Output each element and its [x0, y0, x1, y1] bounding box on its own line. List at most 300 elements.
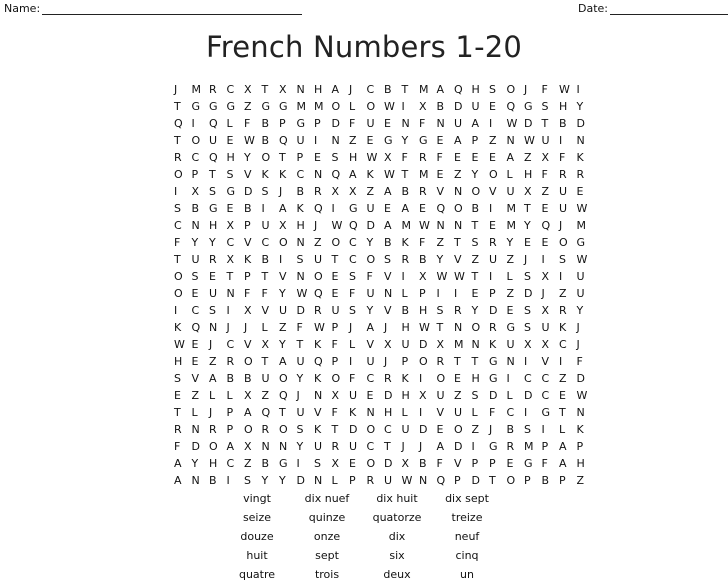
grid-letter: Z [244, 100, 252, 113]
grid-letter: G [576, 236, 586, 249]
name-field [4, 2, 302, 15]
grid-letter: G [489, 372, 498, 385]
grid-letter: A [279, 202, 287, 215]
grid-letter: Z [349, 134, 357, 147]
grid-letter: N [506, 355, 515, 368]
name-label: Name: [4, 2, 41, 15]
grid-letter: V [436, 406, 445, 419]
grid-letter: N [191, 219, 200, 232]
grid-letter: Y [244, 151, 251, 164]
grid-letter: D [524, 389, 533, 402]
grid-letter: P [296, 151, 304, 164]
grid-letter: U [366, 117, 375, 130]
grid-letter: I [454, 287, 458, 300]
grid-letter: F [419, 236, 426, 249]
grid-letter: S [244, 474, 251, 487]
grid-letter: E [436, 168, 444, 181]
grid-letter: X [524, 338, 532, 351]
grid-letter: R [314, 304, 322, 317]
grid-letter: F [576, 355, 583, 368]
grid-letter: Y [471, 304, 479, 317]
grid-letter: S [209, 304, 216, 317]
grid-letter: T [226, 270, 234, 283]
grid-letter: C [506, 406, 515, 419]
grid-letter: A [174, 457, 182, 470]
word-bank-item: seize [242, 511, 272, 524]
grid-letter: A [331, 83, 340, 96]
grid-letter: H [471, 83, 480, 96]
grid-letter: S [349, 270, 356, 283]
grid-letter: M [506, 202, 516, 215]
grid-letter: U [541, 134, 550, 147]
grid-letter: T [471, 270, 479, 283]
page-title: French Numbers 1-20 [205, 30, 523, 64]
grid-letter: B [261, 253, 270, 266]
grid-letter: E [541, 202, 549, 215]
grid-letter: M [314, 100, 324, 113]
grid-letter: R [209, 423, 217, 436]
grid-letter: O [471, 185, 481, 198]
grid-letter: Z [506, 253, 515, 266]
grid-letter: G [524, 100, 533, 113]
grid-letter: H [384, 406, 393, 419]
grid-letter: X [244, 440, 252, 453]
grid-letter: W [174, 338, 185, 351]
grid-letter: Q [191, 321, 201, 334]
grid-letter: H [559, 100, 568, 113]
grid-letter: C [384, 423, 392, 436]
grid-letter: D [419, 423, 428, 436]
grid-letter: F [261, 287, 268, 300]
grid-letter: X [279, 83, 287, 96]
grid-letter: S [174, 202, 181, 215]
word-bank-item: cinq [455, 549, 479, 562]
grid-letter: R [489, 236, 497, 249]
grid-letter: A [436, 440, 445, 453]
grid-letter: Y [436, 253, 444, 266]
grid-letter: Z [244, 457, 252, 470]
grid-letter: B [419, 457, 427, 470]
grid-letter: C [366, 83, 375, 96]
grid-letter: Z [314, 236, 322, 249]
grid-letter: F [349, 287, 356, 300]
grid-letter: N [576, 134, 585, 147]
word-bank-item: dix huit [376, 492, 418, 505]
grid-letter: Y [261, 474, 269, 487]
grid-letter: J [541, 287, 545, 300]
grid-letter: J [524, 83, 528, 96]
grid-letter: S [296, 253, 304, 266]
grid-letter: H [471, 372, 480, 385]
grid-letter: U [489, 253, 498, 266]
grid-letter: N [296, 83, 305, 96]
grid-letter: I [559, 355, 563, 368]
grid-letter: U [576, 270, 585, 283]
grid-letter: H [576, 457, 585, 470]
grid-letter: U [366, 355, 375, 368]
grid-letter: D [384, 457, 393, 470]
grid-letter: D [296, 474, 305, 487]
grid-letter: K [279, 168, 287, 181]
grid-letter: F [419, 117, 426, 130]
grid-letter: Q [349, 219, 358, 232]
grid-letter: I [191, 117, 195, 130]
grid-letter: E [471, 287, 479, 300]
grid-letter: G [226, 185, 236, 198]
grid-letter: K [349, 406, 357, 419]
grid-letter: M [524, 440, 534, 453]
grid-letter: R [209, 253, 217, 266]
grid-letter: D [191, 440, 200, 453]
grid-letter: A [454, 134, 462, 147]
grid-letter: E [191, 338, 199, 351]
grid-letter: N [226, 287, 235, 300]
grid-letter: Z [524, 151, 532, 164]
grid-letter: C [226, 236, 235, 249]
grid-letter: P [331, 355, 339, 368]
grid-letter: Z [454, 168, 462, 181]
grid-letter: X [524, 185, 532, 198]
grid-letter: E [226, 134, 234, 147]
grid-letter: K [489, 338, 497, 351]
grid-letter: N [279, 440, 288, 453]
grid-letter: N [314, 389, 323, 402]
grid-letter: S [524, 304, 531, 317]
grid-letter: H [209, 219, 218, 232]
grid-letter: P [226, 406, 234, 419]
grid-letter: N [506, 134, 515, 147]
grid-letter: W [576, 389, 588, 402]
grid-letter: X [331, 389, 340, 402]
grid-letter: F [401, 151, 408, 164]
grid-letter: E [349, 457, 356, 470]
grid-letter: E [314, 151, 321, 164]
grid-letter: F [366, 270, 373, 283]
grid-letter: T [489, 474, 496, 487]
grid-letter: K [401, 236, 409, 249]
grid-letter: T [261, 83, 269, 96]
grid-letter: Z [506, 287, 515, 300]
grid-letter: W [296, 287, 308, 300]
grid-row [174, 438, 594, 455]
grid-letter: Q [314, 355, 323, 368]
grid-letter: E [489, 219, 496, 232]
grid-letter: R [366, 474, 375, 487]
grid-letter: D [489, 304, 498, 317]
grid-row [174, 472, 594, 489]
grid-letter: X [226, 219, 235, 232]
grid-letter: O [471, 321, 481, 334]
grid-letter: O [244, 355, 253, 368]
grid-letter: U [401, 423, 410, 436]
grid-letter: S [489, 83, 496, 96]
grid-letter: F [331, 406, 338, 419]
grid-row [174, 98, 594, 115]
grid-letter: C [191, 151, 200, 164]
grid-letter: Z [436, 236, 445, 249]
grid-letter: O [209, 440, 218, 453]
grid-row [174, 217, 594, 234]
grid-letter: T [454, 355, 461, 368]
grid-letter: A [209, 372, 217, 385]
grid-letter: R [226, 355, 235, 368]
grid-letter: F [174, 236, 181, 249]
grid-letter: E [489, 100, 496, 113]
grid-letter: X [191, 185, 200, 198]
grid-letter: C [261, 236, 270, 249]
grid-letter: K [401, 372, 409, 385]
grid-letter: P [576, 440, 584, 453]
grid-letter: K [174, 321, 182, 334]
grid-letter: Q [279, 389, 288, 402]
grid-row [174, 319, 594, 336]
grid-letter: W [419, 321, 430, 334]
grid-letter: C [191, 304, 200, 317]
grid-letter: S [314, 457, 321, 470]
grid-letter: W [576, 253, 588, 266]
grid-letter: X [384, 338, 392, 351]
grid-letter: X [384, 151, 392, 164]
grid-letter: O [419, 355, 428, 368]
grid-letter: U [454, 406, 463, 419]
grid-letter: E [209, 270, 216, 283]
grid-letter: R [174, 423, 182, 436]
grid-letter: A [384, 185, 392, 198]
grid-row [174, 149, 594, 166]
word-bank-item: un [460, 568, 474, 581]
grid-letter: I [471, 440, 475, 453]
grid-letter: N [419, 474, 428, 487]
grid-letter: J [314, 219, 318, 232]
grid-letter: N [366, 406, 375, 419]
grid-letter: N [296, 270, 305, 283]
grid-letter: B [401, 304, 410, 317]
grid-letter: L [349, 338, 356, 351]
grid-letter: I [559, 134, 563, 147]
grid-letter: U [261, 372, 270, 385]
grid-letter: O [366, 457, 376, 470]
grid-letter: I [226, 304, 230, 317]
grid-letter: A [401, 202, 410, 215]
grid-letter: A [436, 83, 445, 96]
grid-letter: Y [279, 338, 286, 351]
grid-letter: Q [331, 168, 341, 181]
grid-letter: S [471, 389, 479, 402]
grid-letter: E [331, 287, 339, 300]
grid-letter: O [244, 423, 253, 436]
grid-letter: H [401, 389, 410, 402]
grid-letter: X [541, 270, 550, 283]
grid-letter: L [331, 474, 338, 487]
grid-letter: A [279, 355, 287, 368]
grid-letter: E [191, 287, 199, 300]
grid-letter: T [174, 406, 181, 419]
grid-letter: Z [559, 287, 567, 300]
grid-letter: T [384, 440, 391, 453]
grid-letter: J [489, 423, 493, 436]
grid-letter: N [436, 117, 445, 130]
grid-letter: Y [191, 457, 199, 470]
grid-letter: V [261, 304, 270, 317]
grid-letter: Y [366, 304, 374, 317]
grid-letter: D [489, 389, 498, 402]
grid-letter: P [489, 457, 496, 470]
grid-letter: D [349, 423, 358, 436]
grid-letter: O [191, 134, 201, 147]
grid-letter: L [401, 287, 408, 300]
grid-letter: E [489, 151, 496, 164]
grid-letter: I [279, 253, 283, 266]
grid-row [174, 404, 594, 421]
grid-letter: F [541, 168, 548, 181]
grid-letter: S [174, 372, 181, 385]
grid-letter: P [559, 474, 566, 487]
word-bank-item: deux [383, 568, 411, 581]
grid-letter: S [331, 151, 339, 164]
grid-letter: C [349, 253, 357, 266]
grid-letter: N [454, 185, 463, 198]
grid-letter: C [559, 338, 567, 351]
grid-letter: T [331, 423, 339, 436]
grid-letter: T [541, 117, 549, 130]
word-bank-item: trois [314, 568, 340, 581]
grid-letter: R [314, 185, 322, 198]
grid-letter: Z [576, 474, 585, 487]
grid-letter: F [559, 151, 566, 164]
grid-letter: R [401, 253, 410, 266]
grid-letter: V [244, 168, 252, 181]
grid-letter: J [419, 440, 423, 453]
grid-letter: F [541, 83, 548, 96]
grid-letter: J [296, 389, 300, 402]
grid-letter: K [576, 151, 584, 164]
grid-letter: B [471, 202, 480, 215]
grid-letter: U [401, 338, 410, 351]
grid-letter: O [331, 236, 341, 249]
grid-letter: M [576, 219, 586, 232]
grid-letter: G [209, 100, 218, 113]
grid-letter: B [559, 117, 567, 130]
grid-letter: R [331, 440, 340, 453]
grid-letter: T [401, 168, 409, 181]
grid-letter: C [226, 83, 235, 96]
grid-letter: L [209, 389, 216, 402]
grid-letter: P [401, 355, 409, 368]
grid-letter: O [331, 372, 341, 385]
grid-letter: V [454, 457, 462, 470]
grid-letter: E [576, 185, 584, 198]
grid-letter: M [419, 168, 429, 181]
grid-letter: K [576, 423, 584, 436]
grid-letter: I [261, 202, 265, 215]
grid-letter: W [559, 83, 570, 96]
grid-letter: Z [366, 185, 375, 198]
grid-letter: V [366, 338, 375, 351]
grid-letter: E [331, 270, 339, 283]
grid-letter: Z [454, 389, 462, 402]
grid-letter: U [279, 304, 288, 317]
grid-letter: P [471, 134, 479, 147]
grid-letter: K [559, 321, 567, 334]
grid-letter: S [384, 253, 391, 266]
grid-letter: Y [471, 168, 479, 181]
grid-letter: A [349, 168, 357, 181]
grid-letter: Z [541, 185, 550, 198]
word-bank-item: six [389, 549, 405, 562]
grid-letter: T [454, 236, 461, 249]
grid-letter: I [349, 355, 353, 368]
grid-letter: T [524, 202, 531, 215]
word-bank-item: dix nuef [304, 492, 350, 505]
grid-letter: S [349, 304, 356, 317]
grid-letter: G [209, 202, 218, 215]
grid-letter: D [454, 100, 463, 113]
grid-letter: M [419, 83, 429, 96]
grid-letter: W [506, 117, 518, 130]
grid-letter: W [366, 151, 378, 164]
grid-letter: N [401, 117, 410, 130]
grid-letter: N [454, 219, 463, 232]
grid-letter: S [559, 253, 566, 266]
grid-letter: K [244, 253, 252, 266]
grid-letter: W [384, 168, 395, 181]
grid-letter: I [576, 83, 580, 96]
grid-letter: B [401, 185, 410, 198]
grid-letter: J [226, 321, 230, 334]
grid-letter: O [506, 474, 516, 487]
grid-letter: E [419, 202, 426, 215]
grid-letter: H [226, 151, 235, 164]
grid-letter: T [174, 100, 181, 113]
grid-letter: M [191, 83, 201, 96]
grid-letter: U [366, 202, 375, 215]
grid-letter: L [559, 423, 566, 436]
grid-letter: Q [436, 202, 446, 215]
grid-letter: B [506, 423, 515, 436]
grid-letter: G [226, 100, 236, 113]
grid-letter: W [314, 321, 325, 334]
grid-letter: E [436, 423, 444, 436]
grid-letter: C [541, 389, 550, 402]
grid-letter: P [471, 457, 479, 470]
grid-row [174, 115, 594, 132]
grid-letter: V [541, 355, 550, 368]
grid-letter: R [419, 151, 427, 164]
word-bank-item: douze [240, 530, 274, 543]
grid-letter: M [401, 219, 411, 232]
grid-letter: X [541, 151, 550, 164]
grid-letter: Z [471, 253, 480, 266]
grid-letter: A [384, 219, 392, 232]
word-bank-item: sept [315, 549, 339, 562]
grid-letter: N [331, 134, 340, 147]
grid-letter: Q [314, 202, 323, 215]
grid-letter: Z [489, 134, 497, 147]
grid-letter: J [401, 440, 405, 453]
grid-letter: H [349, 151, 358, 164]
grid-letter: B [296, 185, 305, 198]
grid-letter: E [506, 304, 514, 317]
grid-letter: O [489, 168, 498, 181]
grid-letter: G [261, 100, 271, 113]
grid-letter: M [506, 219, 516, 232]
grid-letter: W [576, 202, 588, 215]
grid-row [174, 81, 594, 98]
grid-letter: X [244, 83, 252, 96]
grid-letter: Q [506, 100, 516, 113]
grid-letter: J [384, 321, 388, 334]
grid-letter: X [419, 100, 427, 113]
